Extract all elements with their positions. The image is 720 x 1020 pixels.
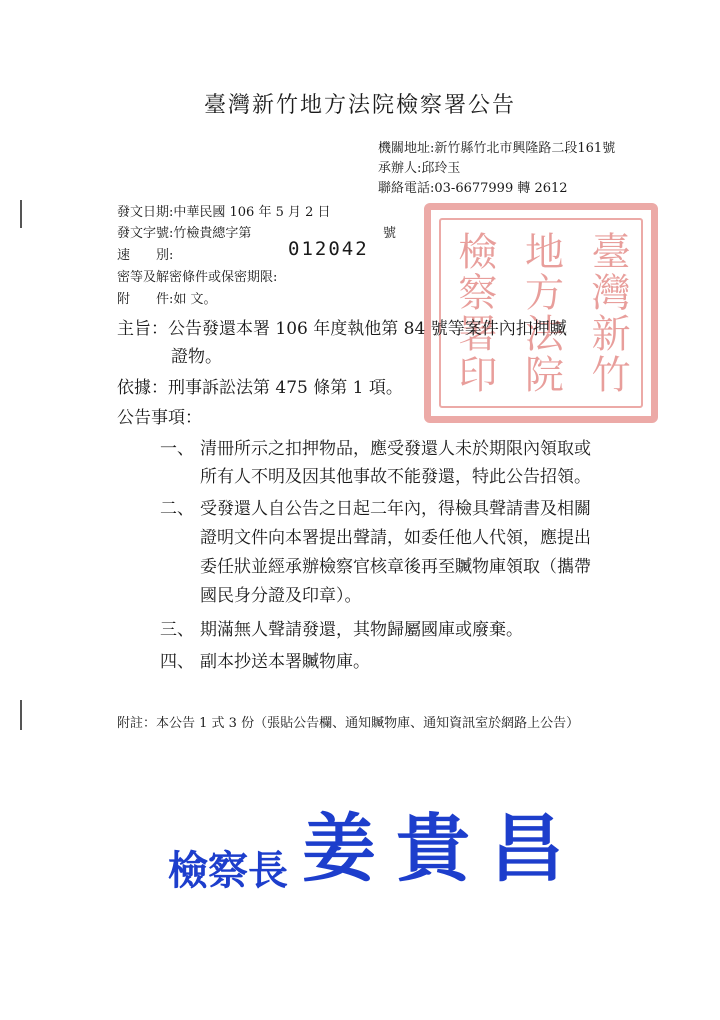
item-line: 受發還人自公告之日起二年內，得檢具聲請書及相關 xyxy=(200,499,591,519)
doc-number-suffix: 號 xyxy=(383,226,397,241)
items-heading: 公告事項： xyxy=(117,408,202,428)
speed-label: 速 別: xyxy=(117,248,174,263)
seal-col-3: 檢察署印 xyxy=(451,231,497,395)
seal-col-1: 臺灣新竹 xyxy=(585,231,631,395)
signature-name: 姜貴昌 xyxy=(302,806,584,892)
attachment-label: 附 件:如 文。 xyxy=(117,292,217,307)
serial-number: 012042 xyxy=(288,238,369,260)
page-title: 臺灣新竹地方法院檢察署公告 xyxy=(203,93,516,118)
subject-line-1: 主旨：公告發還本署 106 年度執他第 84 號等案件內扣押贓 xyxy=(117,319,567,339)
item-line: 期滿無人聲請發還，其物歸屬國庫或廢棄。 xyxy=(200,620,523,640)
agency-handler: 承辦人:邱玲玉 xyxy=(378,161,461,176)
binding-mark xyxy=(20,700,22,730)
signature-title: 檢察長 xyxy=(168,847,288,894)
official-seal xyxy=(424,203,658,423)
item-line: 所有人不明及因其他事故不能發還，特此公告招領。 xyxy=(200,467,591,487)
item-line: 副本抄送本署贓物庫。 xyxy=(200,652,370,672)
binding-mark xyxy=(20,200,22,228)
item-line: 國民身分證及印章）。 xyxy=(200,586,362,606)
item-line: 清冊所示之扣押物品，應受發還人未於期限內領取或 xyxy=(200,439,591,459)
basis: 依據：刑事訴訟法第 475 條第 1 項。 xyxy=(117,378,403,398)
item-number: 四、 xyxy=(160,652,194,672)
seal-col-2: 地方法院 xyxy=(518,231,564,395)
subject-line-2: 證物。 xyxy=(171,347,222,367)
agency-phone: 聯絡電話:03-6677999 轉 2612 xyxy=(378,181,568,196)
issue-date: 發文日期:中華民國 106 年 5 月 2 日 xyxy=(117,205,331,220)
item-number: 三、 xyxy=(160,620,194,640)
item-line: 證明文件向本署提出聲請，如委任他人代領，應提出 xyxy=(200,528,591,548)
item-number: 一、 xyxy=(160,439,194,459)
agency-address: 機關地址:新竹縣竹北市興隆路二段161號 xyxy=(378,141,616,156)
item-number: 二、 xyxy=(160,499,194,519)
doc-number-label: 發文字號:竹檢貴總字第 xyxy=(117,226,252,241)
attachment-note: 附註：本公告 1 式 3 份（張貼公告欄、通知贓物庫、通知資訊室於網路上公告） xyxy=(117,716,580,731)
item-line: 委任狀並經承辦檢察官核章後再至贓物庫領取（攜帶 xyxy=(200,557,591,577)
secrecy-label: 密等及解密條件或保密期限: xyxy=(117,270,278,285)
signature-stamp xyxy=(168,790,584,896)
